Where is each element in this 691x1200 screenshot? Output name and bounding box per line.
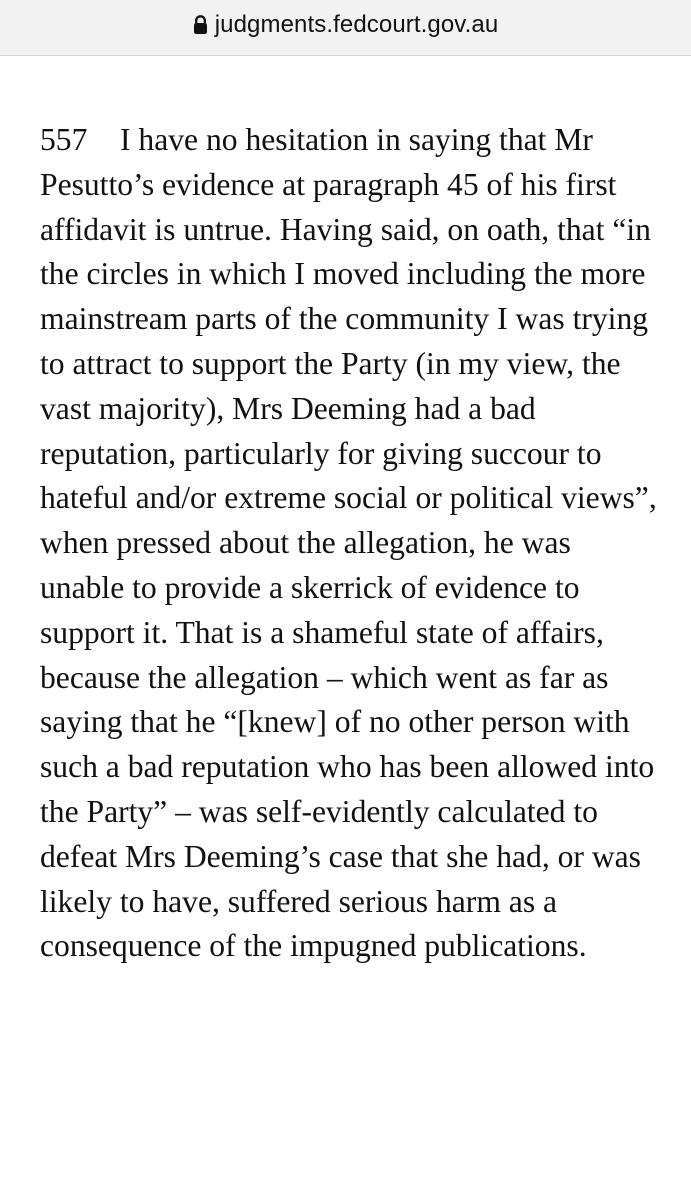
judgment-line: saying that he “[knew] of no other person with bbox=[40, 704, 630, 740]
judgment-line: vast majority), Mrs Deeming had a bad bbox=[40, 390, 536, 426]
judgment-line: consequence of the impugned publications. bbox=[40, 928, 587, 964]
judgment-line: support it. That is a shameful state of affairs, bbox=[40, 614, 604, 650]
judgment-line: hateful and/or extreme social or political views”, bbox=[40, 480, 657, 516]
judgment-line: unable to provide a skerrick of evidence to bbox=[40, 569, 580, 605]
url-display[interactable] bbox=[193, 11, 499, 39]
judgment-line: when pressed about the allegation, he was bbox=[40, 525, 571, 561]
judgment-line: to attract to support the Party (in my view, the bbox=[40, 345, 621, 381]
judgment-line: because the allegation – which went as far as bbox=[40, 659, 609, 695]
judgment-line: Pesutto’s evidence at paragraph 45 of his first bbox=[40, 166, 617, 202]
judgment-line: mainstream parts of the community I was trying bbox=[40, 301, 649, 337]
judgment-paragraph bbox=[40, 118, 680, 969]
judgment-line: affidavit is untrue. Having said, on oath, that “in bbox=[40, 211, 651, 247]
url-text[interactable]: judgments.fedcourt.gov.au bbox=[214, 10, 499, 38]
judgment-line bbox=[40, 118, 680, 163]
judgment-line-text: I have no hesitation in saying that Mr bbox=[120, 122, 593, 157]
judgment-line: defeat Mrs Deeming’s case that she had, or was bbox=[40, 838, 641, 874]
judgment-line: the circles in which I moved including the more bbox=[40, 256, 646, 292]
judgment-line: the Party” – was self-evidently calculated to bbox=[40, 793, 598, 829]
judgment-line: reputation, particularly for giving succour to bbox=[40, 435, 602, 471]
judgment-line: likely to have, suffered serious harm as a bbox=[40, 883, 558, 919]
lock-icon bbox=[193, 15, 208, 35]
address-bar[interactable] bbox=[0, 0, 691, 56]
paragraph-number: 557 bbox=[40, 122, 88, 157]
judgment-line: such a bad reputation who has been allowed into bbox=[40, 749, 655, 785]
